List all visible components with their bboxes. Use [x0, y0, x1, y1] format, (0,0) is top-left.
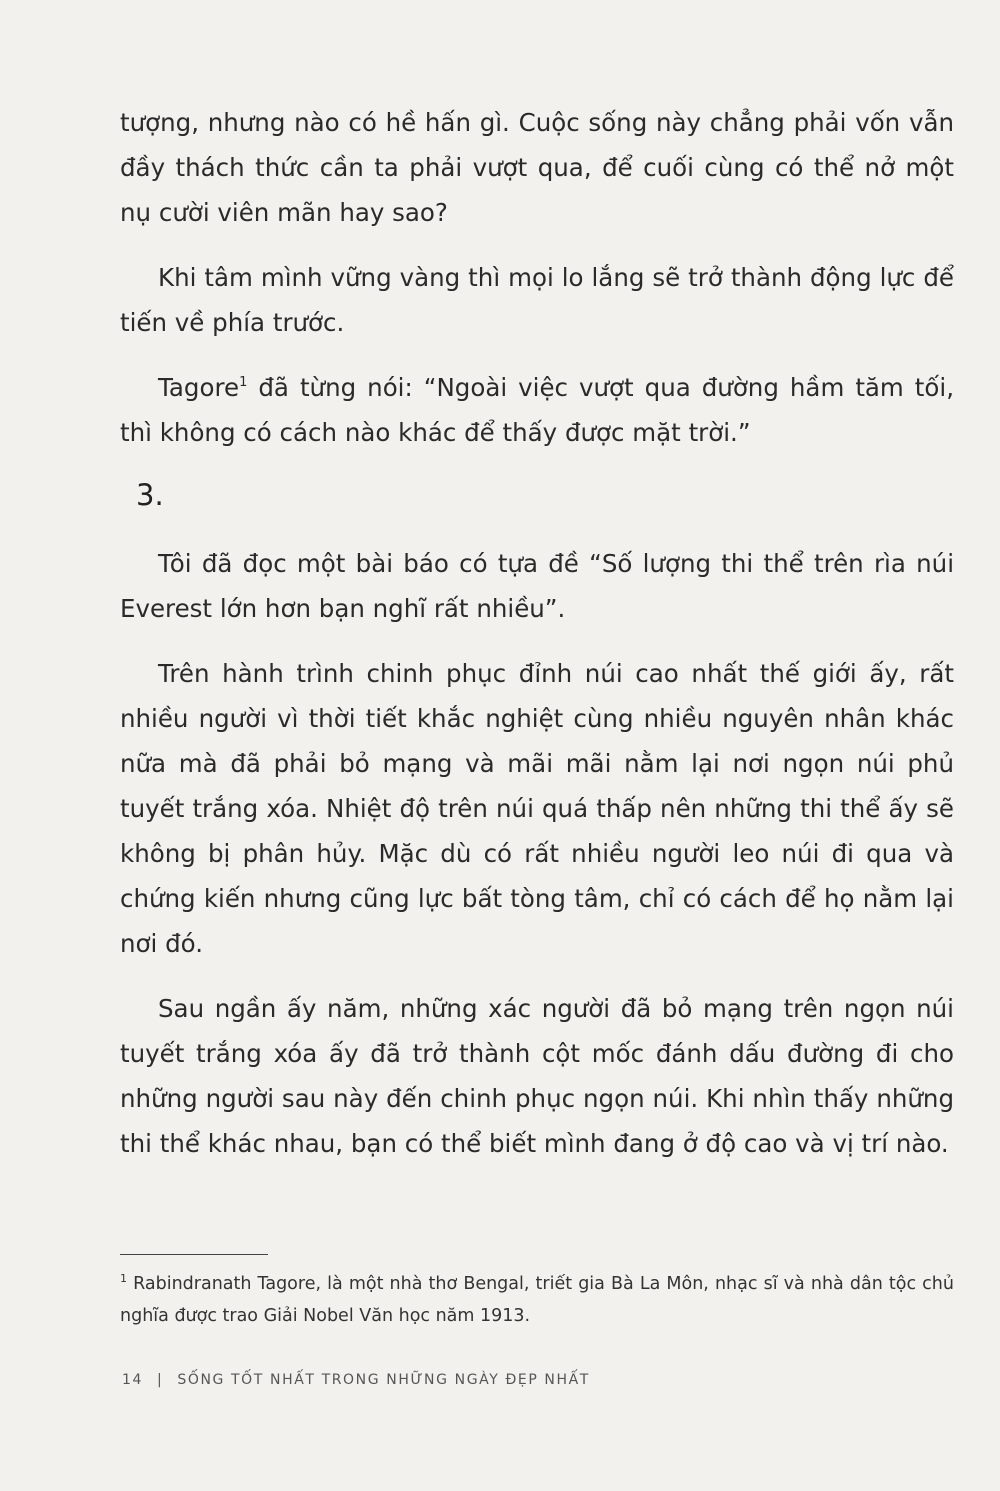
section-heading: 3.: [136, 478, 164, 512]
running-footer: [122, 1372, 590, 1388]
footer-separator: |: [157, 1372, 164, 1388]
footnote: [120, 1268, 954, 1332]
quote-author: Tagore: [158, 373, 240, 402]
paragraph: Trên hành trình chinh phục đỉnh núi cao nhất thế giới ấy, rất nhiều người vì thời tiết khắc nghiệt cùng nhiều nguyên nhân khác nữa mà đã phải bỏ mạng và mãi mãi nằm lại nơi ngọn núi phủ tuyết trắng xóa. Nhiệt độ trên núi quá thấp nên những thi thể ấy sẽ không bị phân hủy. Mặc dù có rất nhiều người leo núi đi qua và chứng kiến nhưng cũng lực bất tòng tâm, chỉ có cách để họ nằm lại nơi đó.: [120, 659, 954, 958]
paragraph: Sau ngần ấy năm, những xác người đã bỏ mạng trên ngọn núi tuyết trắng xóa ấy đã trở thành cột mốc đánh dấu đường đi cho những người sau này đến chinh phục ngọn núi. Khi nhìn thấy những thi thể khác nhau, bạn có thể biết mình đang ở độ cao và vị trí nào.: [120, 994, 954, 1158]
footnote-divider: [120, 1254, 268, 1255]
paragraph: Tôi đã đọc một bài báo có tựa đề “Số lượng thi thể trên rìa núi Everest lớn hơn bạn nghĩ rất nhiều”.: [120, 549, 954, 623]
book-title: SỐNG TỐT NHẤT TRONG NHỮNG NGÀY ĐẸP NHẤT: [177, 1372, 590, 1388]
footnote-text: Rabindranath Tagore, là một nhà thơ Bengal, triết gia Bà La Môn, nhạc sĩ và nhà dân tộc chủ nghĩa được trao Giải Nobel Văn học năm 1913.: [120, 1274, 954, 1326]
footnote-marker: 1: [120, 1272, 127, 1285]
paragraph-tagore-quote: [120, 365, 954, 455]
paragraph-continuation: tượng, nhưng nào có hề hấn gì. Cuộc sống này chẳng phải vốn vẫn đầy thách thức cần ta phải vượt qua, để cuối cùng có thể nở một nụ cười viên mãn hay sao?: [120, 108, 954, 227]
main-text: [120, 100, 954, 1186]
footnote-reference[interactable]: 1: [239, 375, 248, 390]
paragraph: Khi tâm mình vững vàng thì mọi lo lắng sẽ trở thành động lực để tiến về phía trước.: [120, 263, 954, 337]
page-number: 14: [122, 1372, 144, 1388]
quote-text: đã từng nói: “Ngoài việc vượt qua đường hầm tăm tối, thì không có cách nào khác để thấy được mặt trời.”: [120, 373, 954, 447]
